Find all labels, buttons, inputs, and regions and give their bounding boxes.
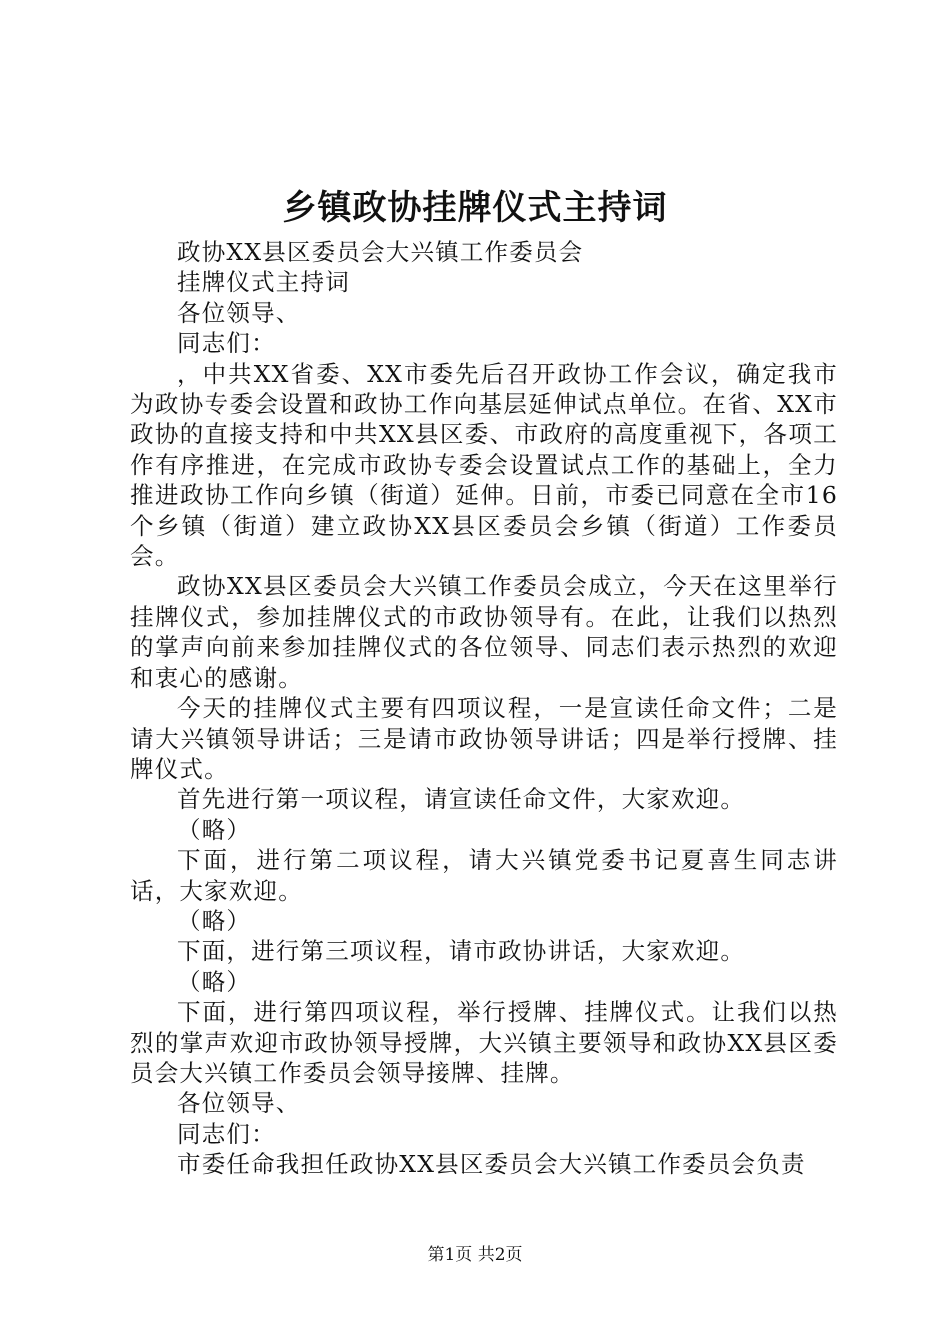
paragraph: ，中共XX省委、XX市委先后召开政协工作会议，确定我市为政协专委会设置和政协工作向基层延伸试点单位。在省、XX市政协的直接支持和中共XX县区委、市政府的高度重视下，各项工作有序推进，在完成市政协专委会设置试点工作的基础上，全力推进政协工作向乡镇（街道）延伸。日前，市委已同意在全市16个乡镇（街道）建立政协XX县区委员会乡镇（街道）工作委员会。	[130, 359, 838, 571]
paragraph: 今天的挂牌仪式主要有四项议程，一是宣读任命文件；二是请大兴镇领导讲话；三是请市政协领导讲话；四是举行授牌、挂牌仪式。	[130, 694, 838, 783]
paragraph: （略）	[177, 967, 252, 996]
paragraph: 下面，进行第三项议程，请市政协讲话，大家欢迎。	[177, 937, 746, 966]
document-body	[130, 237, 838, 1180]
paragraph: 下面，进行第二项议程，请大兴镇党委书记夏喜生同志讲话，大家欢迎。	[130, 846, 838, 905]
page-number-footer: 第1页 共2页	[427, 1245, 523, 1265]
paragraph: 政协XX县区委员会大兴镇工作委员会成立，今天在这里举行挂牌仪式，参加挂牌仪式的市政协领导有。在此，让我们以热烈的掌声向前来参加挂牌仪式的各位领导、同志们表示热烈的欢迎和衷心的感谢。	[130, 572, 838, 692]
document-title: 乡镇政协挂牌仪式主持词	[282, 188, 668, 228]
paragraph: （略）	[177, 906, 252, 935]
paragraph: （略）	[177, 815, 252, 844]
paragraph: 政协XX县区委员会大兴镇工作委员会	[177, 238, 584, 266]
paragraph: 挂牌仪式主持词	[177, 268, 350, 297]
paragraph: 下面，进行第四项议程，举行授牌、挂牌仪式。让我们以热烈的掌声欢迎市政协领导授牌，大兴镇主要领导和政协XX县区委员会大兴镇工作委员会领导接牌、挂牌。	[130, 998, 838, 1087]
paragraph: 各位领导、	[177, 1089, 301, 1118]
paragraph: 各位领导、	[177, 298, 301, 327]
paragraph: 同志们：	[177, 329, 276, 358]
paragraph: 市委任命我担任政协XX县区委员会大兴镇工作委员会负责	[177, 1150, 806, 1179]
paragraph: 同志们：	[177, 1119, 276, 1148]
paragraph: 首先进行第一项议程，请宣读任命文件，大家欢迎。	[177, 785, 746, 814]
